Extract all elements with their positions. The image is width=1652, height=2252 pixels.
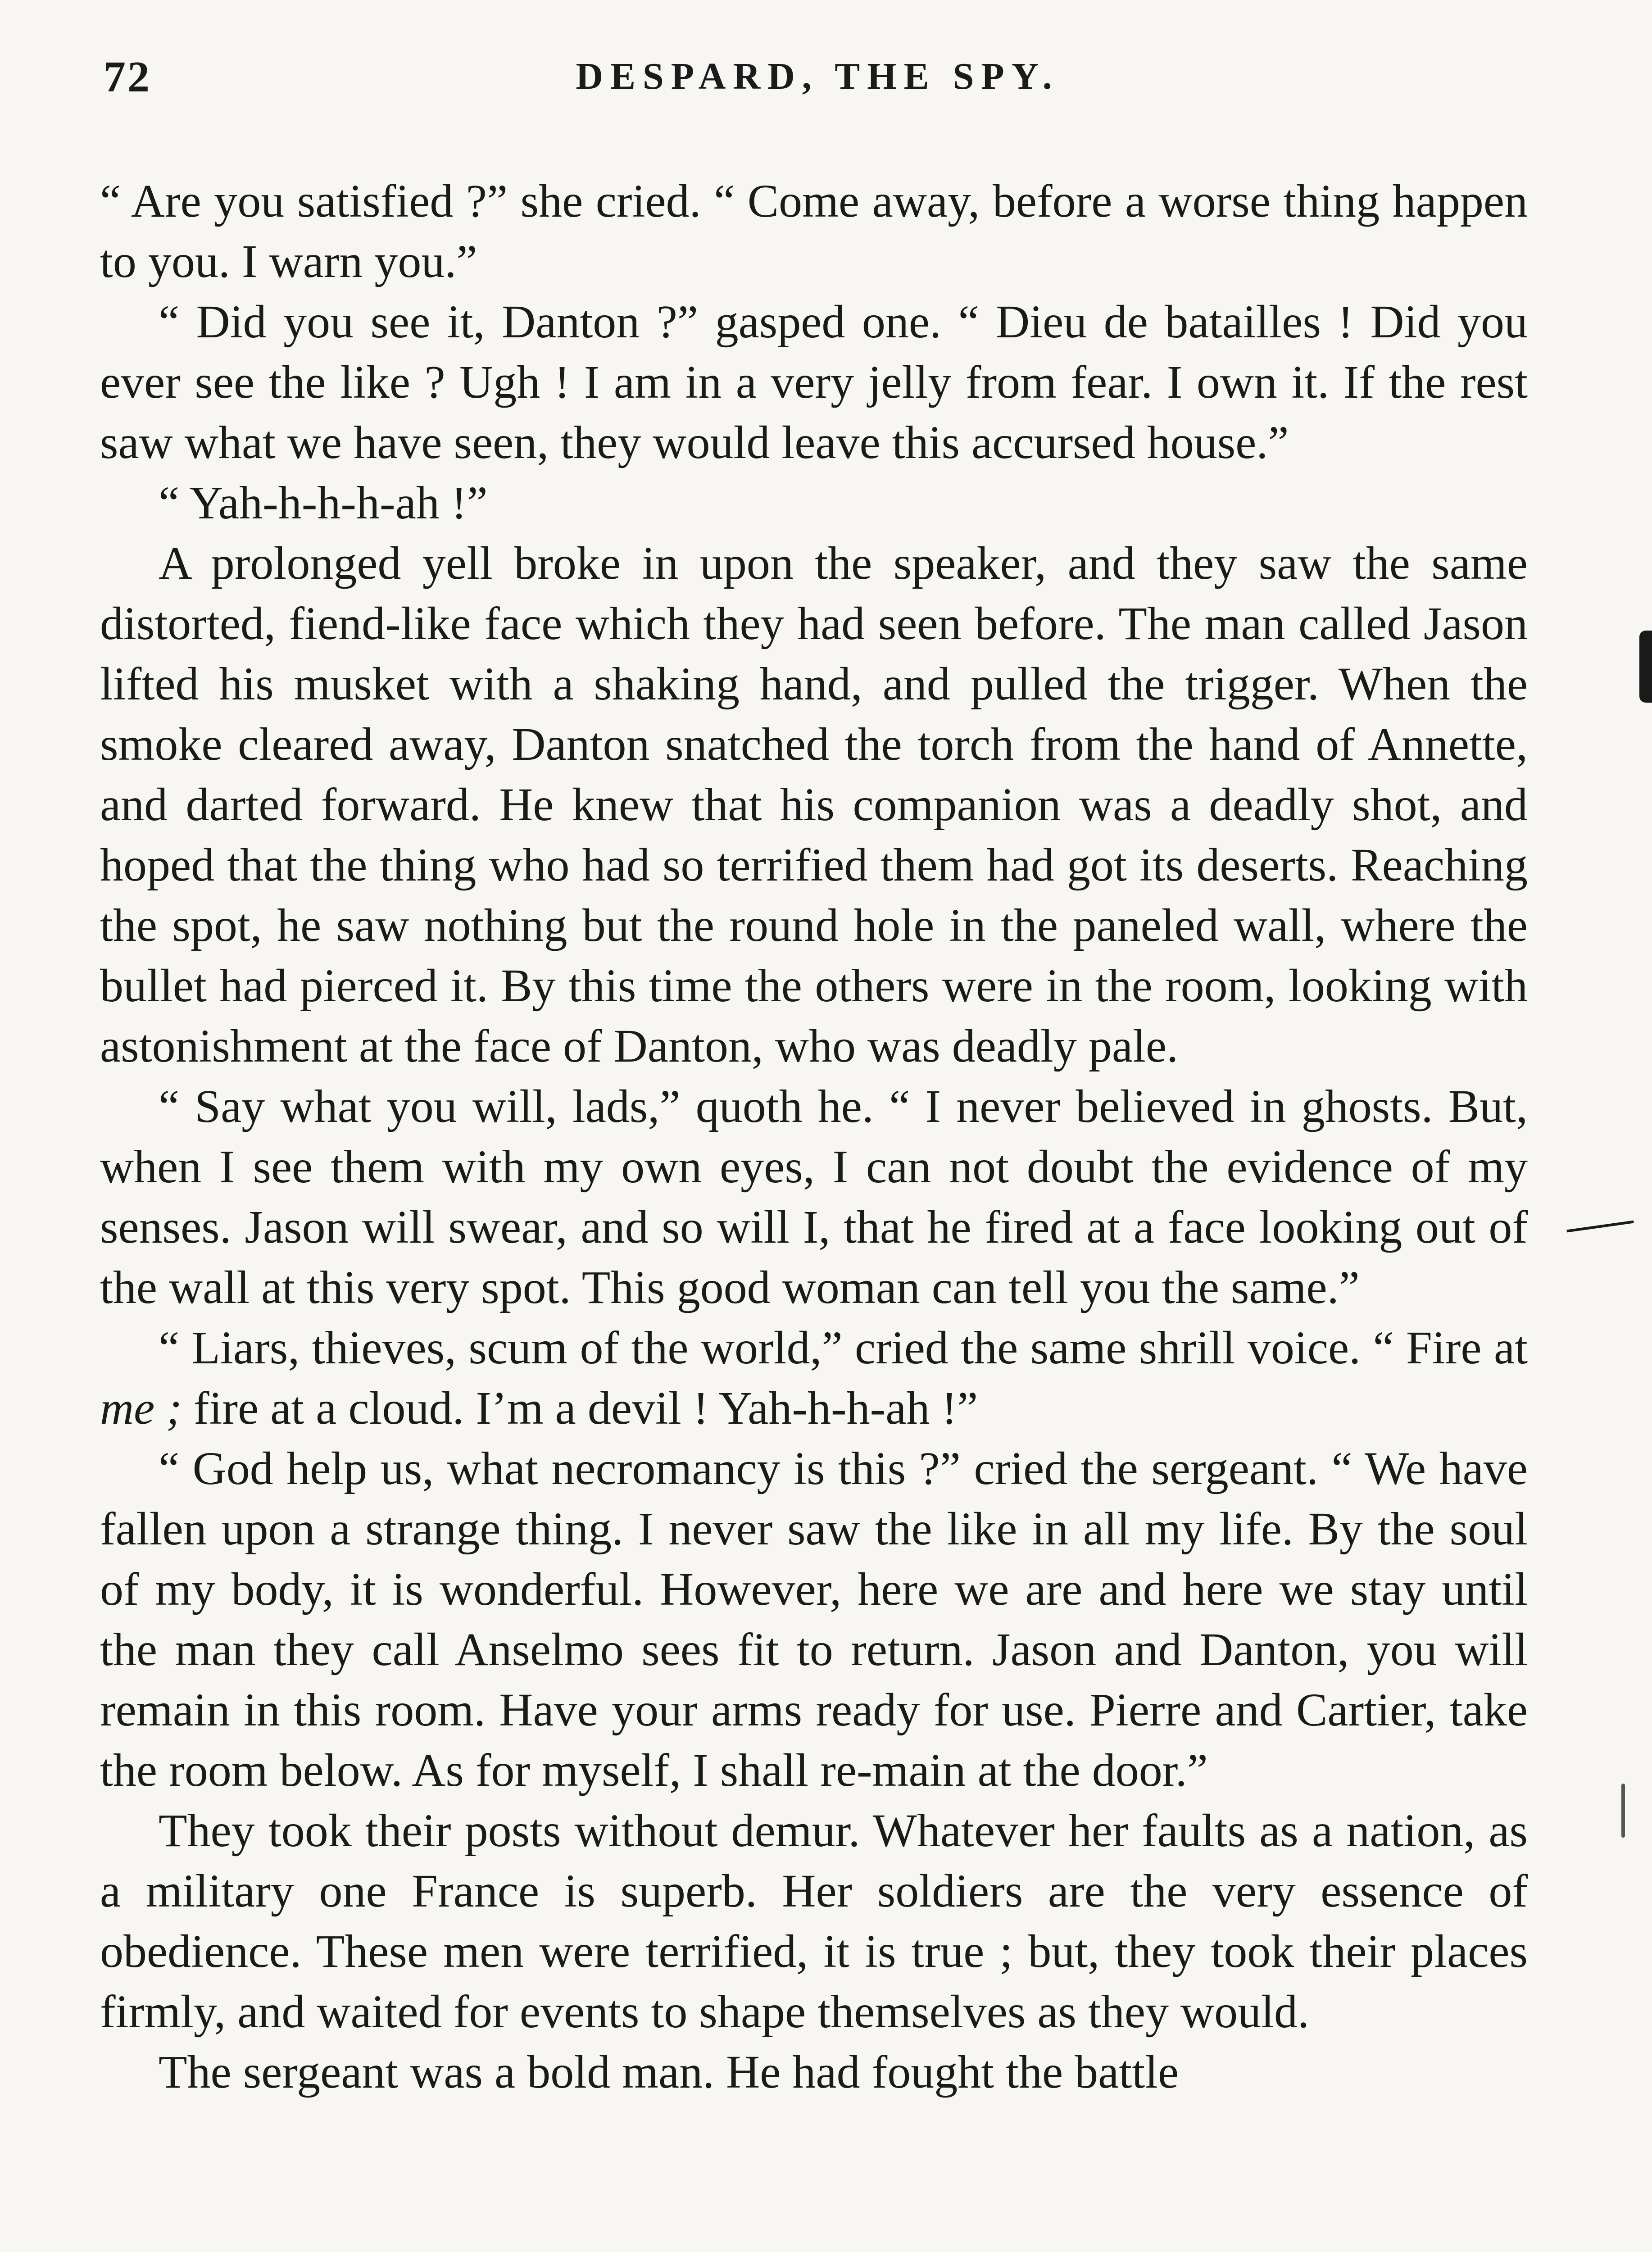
emphasized-text: me ; [100,1382,182,1434]
paragraph-text: “ Liars, thieves, scum of the world,” cried the same shrill voice. “ Fire at [159,1322,1528,1374]
page-number: 72 [104,53,151,101]
paragraph: “ Did you see it, Danton ?” gasped one. “ Dieu de batailles ! Did you ever see the like ? Ugh ! I am in a very jelly from fear. I own it. If the rest saw what we have seen, they would leave this accursed house.” [100,296,1528,468]
margin-mark [1566,1221,1634,1233]
paragraph: The sergeant was a bold man. He had fought the battle [159,2046,1179,2098]
paragraph: “ Yah-h-h-h-ah !” [159,477,488,529]
paragraph: “ Say what you will, lads,” quoth he. “ I never believed in ghosts. But, when I see them with my own eyes, I can not doubt the evidence of my senses. Jason will swear, and so will I, that he fired at a face looking out of the wall at this very spot. This good woman can tell you the same.” [100,1081,1528,1313]
margin-mark [1639,631,1652,703]
page-header [104,52,1531,124]
paragraph: “ God help us, what necromancy is this ?” cried the sergeant. “ We have fallen upon a strange thing. I never saw the like in all my life. By the soul of my body, it is wonderful. However, here we are and here we stay until the man they call Anselmo sees fit to return. Jason and Danton, you will remain in this room. Have your arms ready for use. Pierre and Cartier, take the room below. As for myself, I shall re-main at the door.” [100,1443,1528,1796]
paragraph: A prolonged yell broke in upon the speaker, and they saw the same distorted, fiend-like face which they had seen before. The man called Jason lifted his musket with a shaking hand, and pulled the trigger. When the smoke cleared away, Danton snatched the torch from the hand of Annette, and darted forward. He knew that his companion was a deadly shot, and hoped that the thing who had so terrified them had got its deserts. Reaching the spot, he saw nothing but the round hole in the paneled wall, where the bullet had pierced it. By this time the others were in the room, looking with astonishment at the face of Danton, who was deadly pale. [100,537,1528,1072]
paragraph: “ Are you satisfied ?” she cried. “ Come away, before a worse thing happen to you. I warn you.” [100,175,1528,287]
paragraph-text: fire at a cloud. I’m a devil ! Yah-h-h-ah !” [182,1382,978,1434]
body-text [100,171,1528,2102]
paragraph [100,1318,1528,1439]
running-title: DESPARD, THE SPY. [576,55,1059,97]
paragraph: They took their posts without demur. Whatever her faults as a nation, as a military one France is superb. Her soldiers are the very essence of obedience. These men were terrified, it is true ; but, they took their places firmly, and waited for events to shape themselves as they would. [100,1805,1528,2038]
margin-mark [1621,1784,1625,1838]
